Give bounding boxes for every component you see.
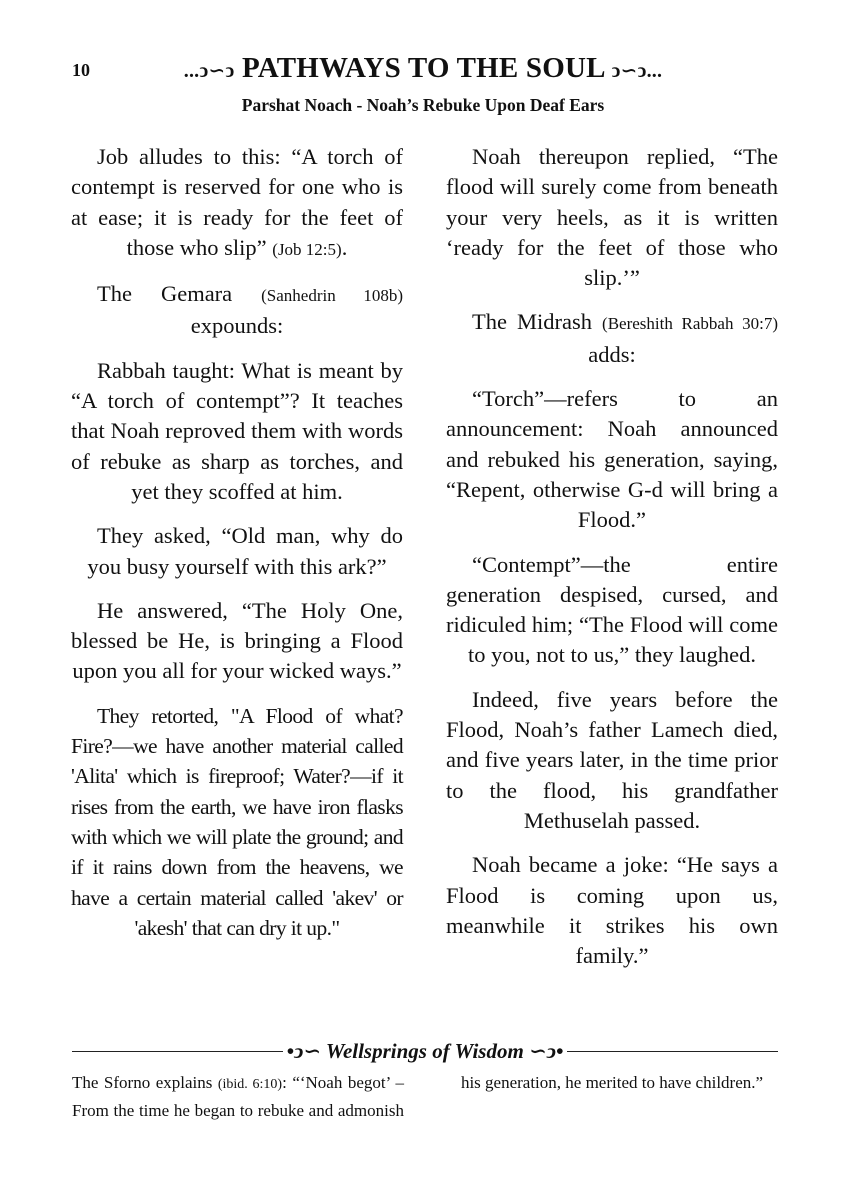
- wellsprings-heading: [283, 1038, 568, 1064]
- ornament-left-icon: •ↄ∽: [286, 1039, 321, 1063]
- footnote-text: [72, 1070, 778, 1124]
- left-column: [71, 142, 403, 957]
- paragraph: He answered, “The Holy One, blessed be He, is bringing a Flood upon you all for your wicked ways.”: [71, 597, 403, 684]
- paragraph: [71, 279, 403, 342]
- paragraph-text: : “‘Noah begot’ – From the time he began to rebuke and admonish his generation, he merited to have children.”: [72, 1073, 764, 1120]
- divider-line: [72, 1051, 283, 1052]
- ornament-right-icon: ∽ↄ•: [529, 1039, 564, 1063]
- right-column: [446, 142, 778, 985]
- paragraph: Indeed, five years before the Flood, Noah’s father Lamech died, and five years later, in the time prior to the flood, his grandfather Methuselah passed.: [446, 686, 778, 833]
- book-title: PATHWAYS TO THE SOUL: [241, 52, 605, 84]
- paragraph-text: The Midrash: [472, 309, 603, 335]
- citation: (Job 12:5): [272, 239, 342, 259]
- paragraph: Noah became a joke: “He says a Flood is coming upon us, meanwhile it strikes his own family.”: [446, 852, 778, 969]
- citation: (Bereshith Rabbah 30:7): [602, 314, 778, 334]
- paragraph-text: adds:: [588, 341, 636, 367]
- ornament-left-icon: ...ↄ∽ↄ: [183, 59, 235, 82]
- paragraph: [71, 142, 403, 265]
- paragraph: Noah thereupon replied, “The flood will surely come from beneath your very heels, as it is written ‘ready for the feet of those who slip.’”: [446, 144, 778, 291]
- page-number: 10: [72, 60, 90, 80]
- divider-line: [567, 1051, 778, 1052]
- paragraph-text: The Gemara: [97, 281, 262, 307]
- paragraph-text: Job alludes to this: “A torch of contempt is reserved for one who is at ease; it is ready for the feet of those who slip”: [71, 144, 403, 260]
- chapter-subtitle: Parshat Noach - Noah’s Rebuke Upon Deaf Ears: [241, 95, 605, 115]
- citation: (Sanhedrin 108b): [261, 286, 403, 306]
- paragraph: “Torch”—refers to an announcement: Noah announced and rebuked his generation, saying, “Repent, otherwise G-d will bring a Flood.”: [446, 386, 778, 533]
- wellsprings-divider: [72, 1038, 778, 1064]
- paragraph: They retorted, "A Flood of what? Fire?—we have another material called 'Alita' which is fireproof; Water?—if it rises from the earth, we have iron flasks with which we will plate the ground; and if it rains down from the heavens, we have a certain material called 'akev' or 'akesh' that can dry it up.": [71, 703, 403, 940]
- paragraph-text: .: [341, 234, 348, 260]
- paragraph: Rabbah taught: What is meant by “A torch of contempt”? It teaches that Noah reproved them with words of rebuke as sharp as torches, and yet they scoffed at him.: [71, 357, 403, 504]
- paragraph-text: The Sforno explains: [72, 1073, 218, 1092]
- paragraph: [446, 307, 778, 370]
- paragraph: They asked, “Old man, why do you busy yourself with this ark?”: [87, 523, 403, 579]
- paragraph-text: expounds:: [190, 313, 284, 339]
- citation: (ibid. 6:10): [217, 1077, 283, 1092]
- paragraph: “Contempt”—the entire generation despised, cursed, and ridiculed him; “The Flood will come to you, not to us,” they laughed.: [446, 551, 778, 668]
- ornament-right-icon: ↄ∽ↄ...: [611, 59, 663, 82]
- running-title: [0, 52, 846, 85]
- heading-text: Wellsprings of Wisdom: [325, 1039, 524, 1063]
